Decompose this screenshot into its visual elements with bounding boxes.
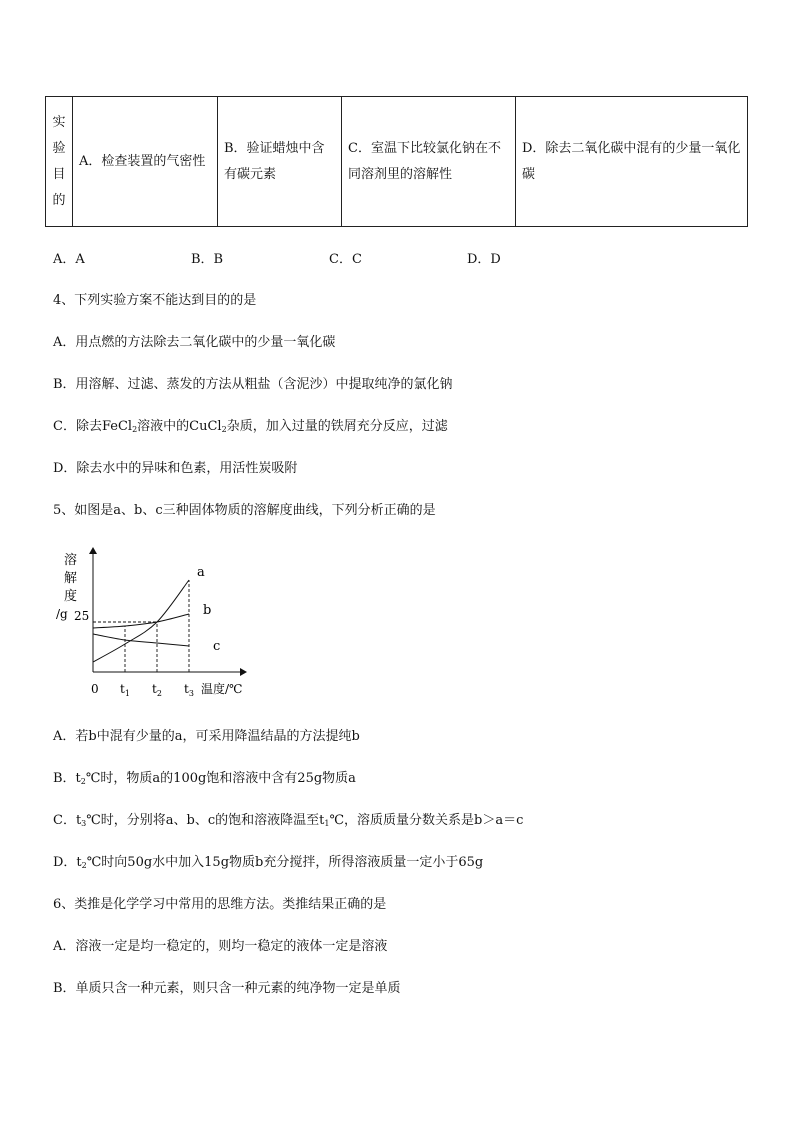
q5-stem: 5、如图是a、b、c三种固体物质的溶解度曲线，下列分析正确的是 [53,503,436,518]
q3-option-c[interactable]: C．C [329,252,362,267]
q6-option-a[interactable]: A．溶液一定是均一稳定的，则均一稳定的液体一定是溶液 [53,939,388,954]
text-fragment: 溶液中的CuCl [137,419,222,434]
table-header-cell [46,97,73,227]
text-fragment: 杂质，加入过量的铁屑充分反应，过滤 [226,419,448,434]
q4-option-d[interactable]: D．除去水中的异味和色素，用活性炭吸附 [53,461,298,476]
ylabel-char: 度 [64,589,78,604]
text-fragment: C．除去FeCl [53,419,133,434]
subscript: 2 [81,861,87,870]
text-fragment: ℃，溶质质量分数关系是b＞a＝c [329,813,524,828]
series-labels [197,565,220,654]
guide-lines [93,580,189,672]
q4-option-a[interactable]: A．用点燃的方法除去二氧化碳中的少量一氧化碳 [53,335,336,350]
q3-option-a[interactable]: A．A [53,252,85,267]
subscript: 3 [81,819,87,828]
series-label-b: b [203,603,212,618]
subscript: 2 [132,425,138,434]
q4-stem: 4、下列实验方案不能达到目的的是 [53,293,257,308]
header-char: 目 [52,166,66,182]
series-label-a: a [197,565,205,580]
curve-b [93,614,189,628]
subscript: 2 [221,425,227,434]
text-fragment: ℃时向50g水中加入15g物质b充分搅拌，所得溶液质量一定小于65g [86,855,484,870]
q3-option-b[interactable]: B．B [191,252,224,267]
x-axis-label: 温度/℃ [201,682,243,696]
q4-option-c[interactable] [53,415,448,434]
q5-option-c[interactable] [53,809,523,828]
series-curves [93,580,189,662]
solubility-chart [50,540,260,700]
text-fragment: ℃时，分别将a、b、c的饱和溶液降温至t [86,813,325,828]
ylabel-char: 解 [64,571,78,586]
curve-c [93,634,189,646]
subscript: 2 [80,777,86,786]
y-unit: /g [56,607,68,621]
header-char: 实 [52,114,66,130]
curve-a [93,580,189,662]
x-tick-labels [120,682,194,698]
experiment-table [45,96,748,227]
y-tick-label: 25 [74,609,90,623]
text-fragment: ℃时，物质a的100g饱和溶液中含有25g物质a [85,771,356,786]
table-row [46,97,748,227]
q3-option-d[interactable]: D．D [467,252,501,267]
q6-option-b[interactable]: B．单质只含一种元素，则只含一种元素的纯净物一定是单质 [53,981,401,996]
text-fragment: D．t [53,855,82,870]
series-label-c: c [213,639,221,654]
x-tick-label: $t_3$ [184,682,194,698]
ylabel-char: 溶 [64,553,78,568]
origin-label: 0 [91,682,99,696]
q5-option-b[interactable] [53,767,356,786]
table-cell-a: A．检查装置的气密性 [73,97,218,227]
x-tick-label: $t_1$ [120,682,130,698]
q4-option-b[interactable]: B．用溶解、过滤、蒸发的方法从粗盐（含泥沙）中提取纯净的氯化钠 [53,377,453,392]
q6-stem: 6、类推是化学学习中常用的思维方法。类推结果正确的是 [53,897,387,912]
table-cell-b: B．验证蜡烛中含有碳元素 [218,97,342,227]
table-cell-c: C．室温下比较氯化钠在不同溶剂里的溶解性 [342,97,516,227]
table-cell-d: D．除去二氧化碳中混有的少量一氧化碳 [516,97,748,227]
text-fragment: B．t [53,771,81,786]
x-tick-label: $t_2$ [152,682,162,698]
header-char: 验 [52,140,66,156]
header-char: 的 [52,192,66,208]
text-fragment: C．t [53,813,82,828]
subscript: 1 [324,819,330,828]
q5-option-a[interactable]: A．若b中混有少量的a，可采用降温结晶的方法提纯b [53,729,360,744]
q5-option-d[interactable] [53,851,483,870]
